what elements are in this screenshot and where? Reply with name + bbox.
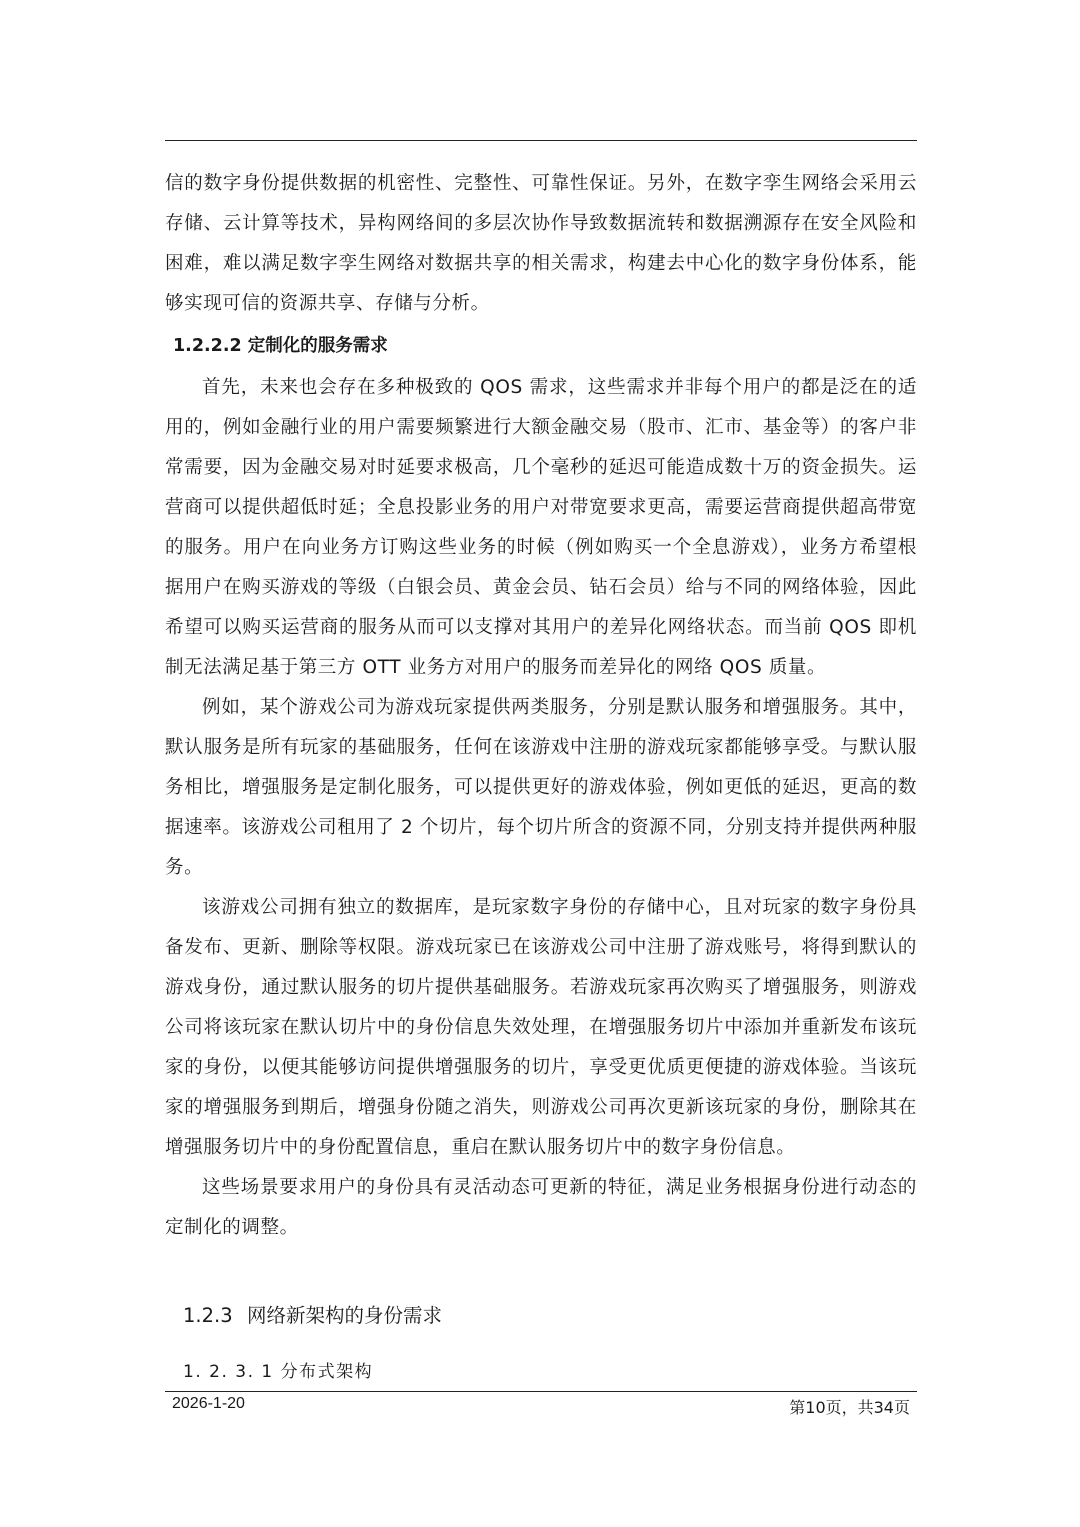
paragraph-game-example: 例如，某个游戏公司为游戏玩家提供两类服务，分别是默认服务和增强服务。其中，默认服务是所有玩家的基础服务，任何在该游戏中注册的游戏玩家都能够享受。与默认服务相比，增强服务是定制化服务，可以提供更好的游戏体验，例如更低的延迟，更高的数据速率。该游戏公司租用了 2 个切片，每个切片所含的资源不同，分别支持并提供两种服务。 (165, 697, 917, 878)
section-123-heading (183, 1300, 917, 1332)
intro-paragraph: 信的数字身份提供数据的机密性、完整性、可靠性保证。另外，在数字孪生网络会采用云存储、云计算等技术，异构网络间的多层次协作导致数据流转和数据溯源存在安全风险和困难，难以满足数字孪生网络对数据共享的相关需求，构建去中心化的数字身份体系，能够实现可信的资源共享、存储与分析。 (165, 173, 917, 314)
paragraph-game-database: 该游戏公司拥有独立的数据库，是玩家数字身份的存储中心，且对玩家的数字身份具备发布、更新、删除等权限。游戏玩家已在该游戏公司中注册了游戏账号，将得到默认的游戏身份，通过默认服务的切片提供基础服务。若游戏玩家再次购买了增强服务，则游戏公司将该玩家在默认切片中的身份信息失效处理，在增强服务切片中添加并重新发布该玩家的身份，以便其能够访问提供增强服务的切片，享受更优质更便捷的游戏体验。当该玩家的增强服务到期后，增强身份随之消失，则游戏公司再次更新该玩家的身份，删除其在增强服务切片中的身份配置信息，重启在默认服务切片中的数字身份信息。 (165, 897, 917, 1158)
footer-date: 2026-1-20 (172, 1395, 245, 1412)
page-content (165, 164, 917, 1384)
section-123-title: 网络新架构的身份需求 (247, 1304, 443, 1327)
footer-divider (165, 1391, 917, 1392)
section-1231-heading: 1. 2. 3. 1 分布式架构 (183, 1362, 374, 1382)
header-divider (165, 140, 917, 141)
paragraph-qos-needs: 首先，未来也会存在多种极致的 QOS 需求，这些需求并非每个用户的都是泛在的适用的，例如金融行业的用户需要频繁进行大额金融交易（股市、汇市、基金等）的客户非常需要，因为金融交易对时延要求极高，几个毫秒的延迟可能造成数十万的资金损失。运营商可以提供超低时延；全息投影业务的用户对带宽要求更高，需要运营商提供超高带宽的服务。用户在向业务方订购这些业务的时候（例如购买一个全息游戏），业务方希望根据用户在购买游戏的等级（白银会员、黄金会员、钻石会员）给与不同的网络体验，因此希望可以购买运营商的服务从而可以支撑对其用户的差异化网络状态。而当前 QOS 即机制无法满足基于第三方 OTT 业务方对用户的服务而差异化的网络 QOS 质量。 (165, 377, 917, 678)
paragraph-dynamic-identity: 这些场景要求用户的身份具有灵活动态可更新的特征，满足业务根据身份进行动态的定制化的调整。 (165, 1177, 917, 1238)
section-123-number: 1.2.3 (183, 1304, 233, 1327)
footer-page-number: 第10页，共34页 (789, 1398, 910, 1417)
section-1222-heading: 1.2.2.2 定制化的服务需求 (173, 336, 388, 356)
